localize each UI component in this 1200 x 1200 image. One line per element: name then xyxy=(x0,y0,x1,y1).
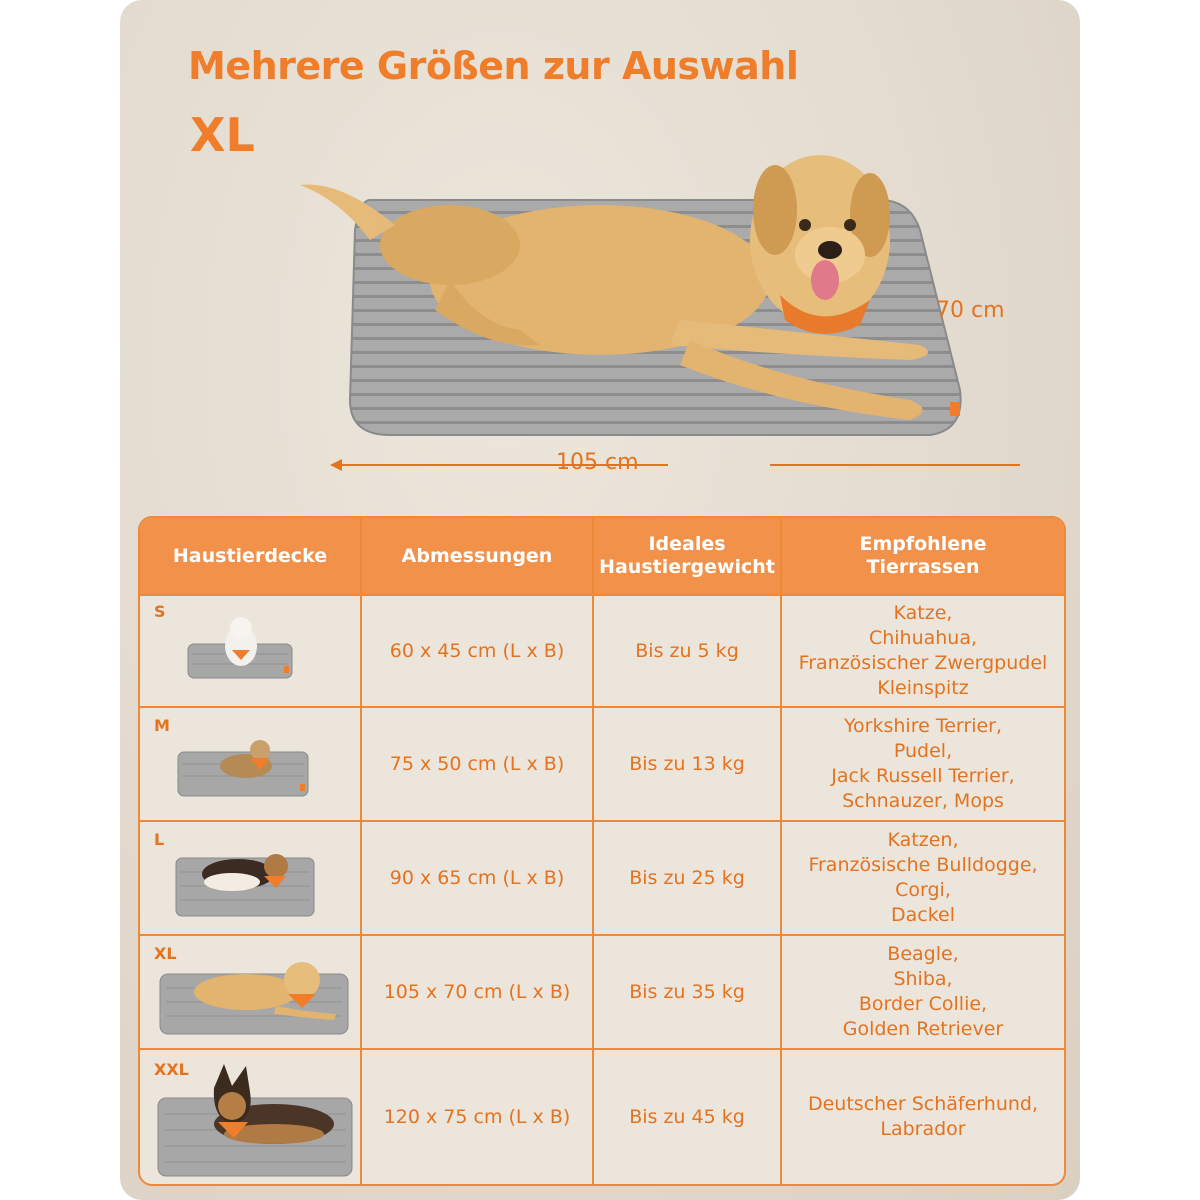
row-dimensions: 75 x 50 cm (L x B) xyxy=(389,752,565,775)
row-size-label: M xyxy=(154,716,170,735)
row-weight: Bis zu 13 kg xyxy=(629,752,745,775)
row-breeds: Deutscher Schäferhund, Labrador xyxy=(807,1093,1038,1140)
depth-dimension-label: 70 cm xyxy=(936,298,1005,323)
row-size-label: S xyxy=(154,602,166,621)
row-breeds: Katzen, Französische Bulldogge, Corgi, Dackel xyxy=(808,829,1038,926)
header-gewicht: Ideales Haustiergewicht xyxy=(599,533,775,578)
dog-on-mat-image xyxy=(172,844,318,920)
dog-on-mat-image xyxy=(186,614,296,684)
table-header xyxy=(140,518,1064,594)
row-size-label: XXL xyxy=(154,1060,189,1079)
row-dimensions: 60 x 45 cm (L x B) xyxy=(389,639,565,662)
header-haustierdecke: Haustierdecke xyxy=(172,544,328,567)
width-dimension-label: 105 cm xyxy=(556,450,639,475)
page-title: Mehrere Größen zur Auswahl xyxy=(188,44,799,88)
row-breeds: Katze, Chihuahua, Französischer Zwergpudel Kleinspitz xyxy=(798,602,1048,699)
header-tierrassen: Empfohlene Tierrassen xyxy=(859,533,987,578)
selected-size-label: XL xyxy=(190,108,255,162)
header-abmessungen: Abmessungen xyxy=(401,544,553,567)
dog-on-mat-image xyxy=(176,730,312,800)
dog-on-mat-image xyxy=(156,954,352,1038)
row-size-label: L xyxy=(154,830,165,849)
row-breeds: Beagle, Shiba, Border Collie, Golden Retriever xyxy=(842,943,1004,1040)
product-card xyxy=(120,0,1080,1200)
row-breeds: Yorkshire Terrier, Pudel, Jack Russell Terrier, Schnauzer, Mops xyxy=(831,715,1015,812)
size-table xyxy=(138,516,1066,1186)
row-weight: Bis zu 5 kg xyxy=(635,639,739,662)
row-dimensions: 90 x 65 cm (L x B) xyxy=(389,866,565,889)
row-size-label: XL xyxy=(154,944,177,963)
dog-on-mat-image xyxy=(220,130,1020,490)
dog-on-mat-image xyxy=(154,1058,356,1180)
row-weight: Bis zu 25 kg xyxy=(629,866,745,889)
row-weight: Bis zu 35 kg xyxy=(629,980,745,1003)
row-dimensions: 105 x 70 cm (L x B) xyxy=(383,980,571,1003)
row-dimensions: 120 x 75 cm (L x B) xyxy=(383,1105,571,1128)
row-weight: Bis zu 45 kg xyxy=(629,1105,745,1128)
